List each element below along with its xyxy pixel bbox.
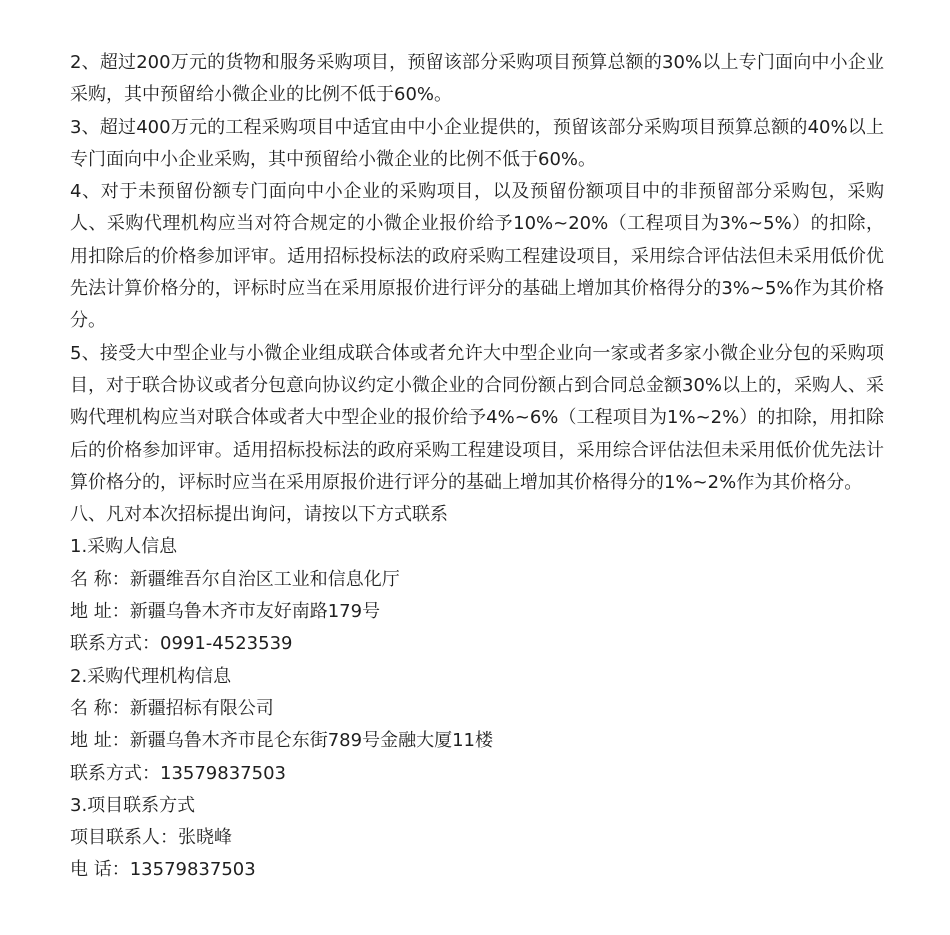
purchaser-address: 地 址：新疆乌鲁木齐市友好南路179号 bbox=[70, 601, 381, 623]
agency-contact: 联系方式：13579837503 bbox=[70, 762, 286, 784]
purchaser-contact: 联系方式：0991-4523539 bbox=[70, 633, 293, 655]
paragraph-item-4: 4、对于未预留份额专门面向中小企业的采购项目，以及预留份额项目中的非预留部分采购包，采购人、采购代理机构应当对符合规定的小微企业报价给予10%~20%（工程项目为3%~5%）的扣除，用扣除后的价格参加评审。适用招标投标法的政府采购工程建设项目，采用综合评估法但未采用低价优先法计算价格分的，评标时应当在采用原报价进行评分的基础上增加其价格得分的3%~5%作为其价格分。 bbox=[70, 181, 884, 332]
agency-heading: 2.采购代理机构信息 bbox=[70, 665, 232, 687]
paragraph-item-3: 3、超过400万元的工程采购项目中适宜由中小企业提供的，预留该部分采购项目预算总额的40%以上专门面向中小企业采购，其中预留给小微企业的比例不低于60%。 bbox=[70, 116, 884, 170]
agency-address: 地 址：新疆乌鲁木齐市昆仑东街789号金融大厦11楼 bbox=[70, 730, 493, 752]
purchaser-heading: 1.采购人信息 bbox=[70, 536, 178, 558]
purchaser-name: 名 称：新疆维吾尔自治区工业和信息化厅 bbox=[70, 568, 400, 590]
project-contact-person: 项目联系人：张晓峰 bbox=[70, 827, 232, 849]
project-contact-heading: 3.项目联系方式 bbox=[70, 794, 196, 816]
paragraph-item-2: 2、超过200万元的货物和服务采购项目，预留该部分采购项目预算总额的30%以上专门面向中小企业采购，其中预留给小微企业的比例不低于60%。 bbox=[70, 52, 884, 106]
project-contact-phone: 电 话：13579837503 bbox=[70, 859, 256, 881]
contact-section-heading: 八、凡对本次招标提出询问，请按以下方式联系 bbox=[70, 504, 448, 526]
paragraph-item-5: 5、接受大中型企业与小微企业组成联合体或者允许大中型企业向一家或者多家小微企业分包的采购项目，对于联合协议或者分包意向协议约定小微企业的合同份额占到合同总金额30%以上的，采购人、采购代理机构应当对联合体或者大中型企业的报价给予4%~6%（工程项目为1%~2%）的扣除，用扣除后的价格参加评审。适用招标投标法的政府采购工程建设项目，采用综合评估法但未采用低价优先法计算价格分的，评标时应当在采用原报价进行评分的基础上增加其价格得分的1%~2%作为其价格分。 bbox=[70, 342, 885, 493]
agency-name: 名 称：新疆招标有限公司 bbox=[70, 697, 274, 719]
